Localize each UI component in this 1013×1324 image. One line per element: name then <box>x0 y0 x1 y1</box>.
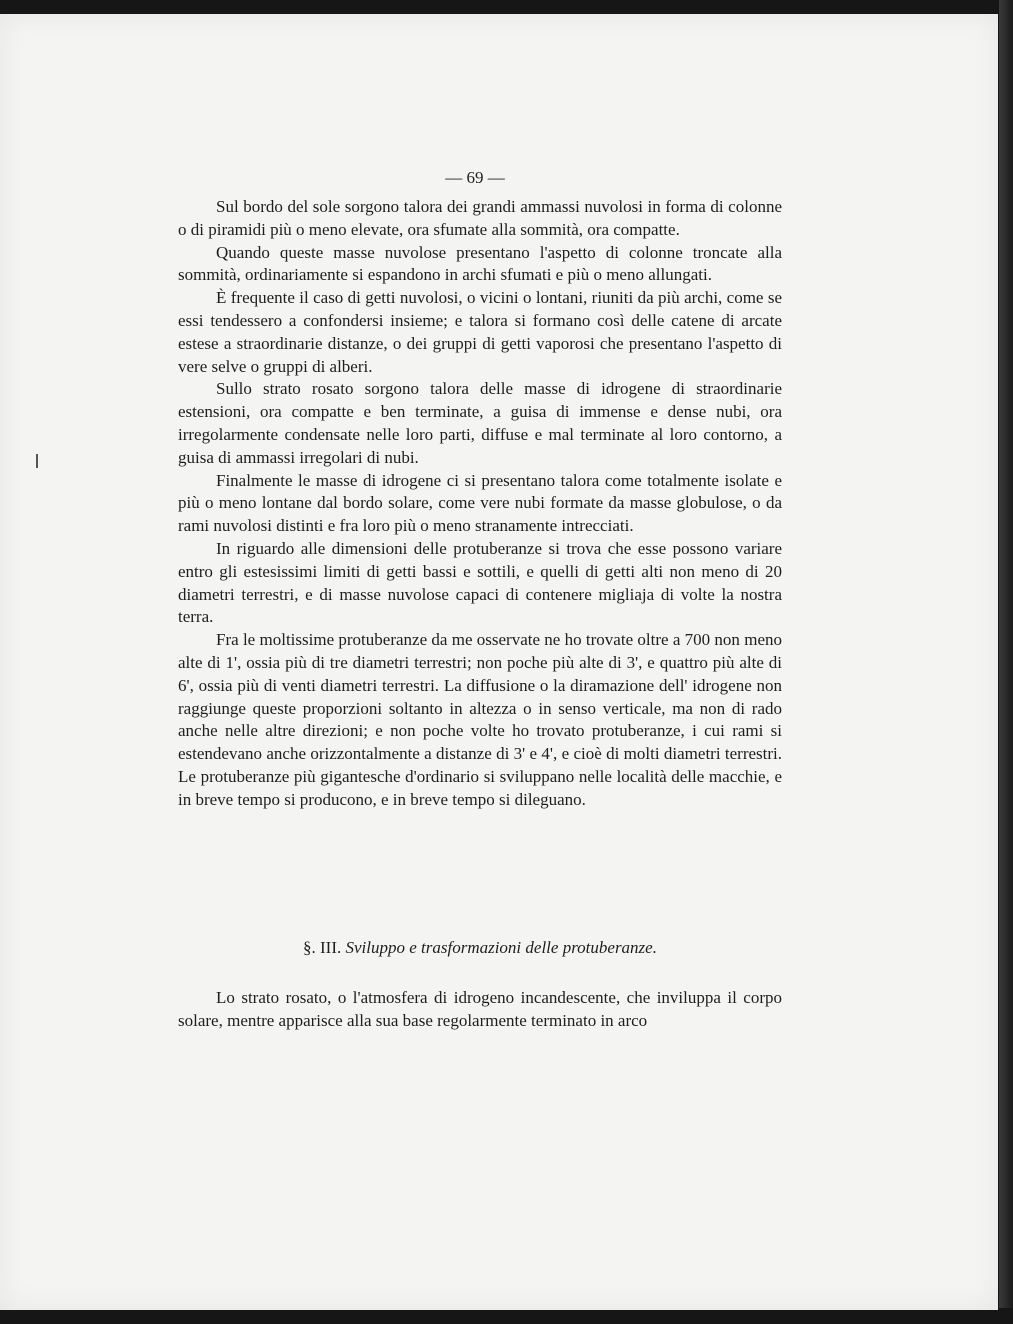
body-text <box>178 196 782 812</box>
paragraph-3: È frequente il caso di getti nuvolosi, o vicini o lontani, riuniti da più archi, come se essi tendessero a confondersi insieme; e talora si formano così delle catene di arcate estese a straordinarie distanze, o dei gruppi di getti vaporosi che presentano l'aspetto di vere selve o gruppi di alberi. <box>178 288 782 376</box>
paragraph-5: Finalmente le masse di idrogene ci si presentano talora come totalmente isolate e più o meno lontane dal bordo solare, come vere nubi formate da masse globulose, o da rami nuvolosi distinti e fra loro più o meno stranamente intrecciati. <box>178 470 782 536</box>
paragraph-1: Sul bordo del sole sorgono talora dei grandi ammassi nuvolosi in forma di colonne o di piramidi più o meno elevate, ora sfumate alla sommità, ora compatte. <box>178 197 782 239</box>
section-heading <box>178 938 782 958</box>
scan-border-right <box>999 0 1013 1324</box>
paragraph-7: Fra le moltissime protuberanze da me osservate ne ho trovate oltre a 700 non meno alte di 1', ossia più di tre diametri terrestri; non poche più alte di 3', e quattro più alte di 6', ossia più di venti diametri terrestri. La diffusione o la diramazione dell' idrogene non raggiunge queste proporzioni soltanto in altezza o in senso verticale, ma non di rado anche nelle altre direzioni; e non poche volte ho trovato protuberanze, i cui rami si estendevano anche orizzontalmente a distanze di 3' e 4', e cioè di molti diametri terrestri. Le protuberanze più gigantesche d'ordinario si sviluppano nelle località delle macchie, e in breve tempo si producono, e in breve tempo si dileguano. <box>178 630 782 809</box>
paragraph-4: Sullo strato rosato sorgono talora delle masse di idrogene di straordinarie estensioni, ora compatte e ben terminate, a guisa di immense e dense nubi, ora irregolarmente condensate nelle loro parti, diffuse e mal terminate al loro contorno, a guisa di ammassi irregolari di nubi. <box>178 379 782 467</box>
paragraph-6: In riguardo alle dimensioni delle protuberanze si trova che esse possono variare entro gli estesissimi limiti di getti bassi e sottili, e quelli di getti alti non meno di 20 diametri terrestri, e di masse nuvolose capaci di contenere migliaja di volte la nostra terra. <box>178 538 782 627</box>
page-number: — 69 — <box>445 168 505 187</box>
margin-mark <box>36 454 38 468</box>
section-number: §. III. <box>303 938 342 957</box>
paragraph-2: Quando queste masse nuvolose presentano l'aspetto di colonne troncate alla sommità, ordinariamente si espandono in archi sfumati e più o meno allungati. <box>178 242 782 285</box>
paragraph-8: Lo strato rosato, o l'atmosfera di idrogeno incandescente, che inviluppa il corpo solare, mentre apparisce alla sua base regolarmente terminato in arco <box>178 988 782 1030</box>
section-title: Sviluppo e trasformazioni delle protuberanze. <box>345 938 657 957</box>
scan-border-bottom <box>0 1308 1013 1324</box>
closing-text <box>178 986 782 1032</box>
